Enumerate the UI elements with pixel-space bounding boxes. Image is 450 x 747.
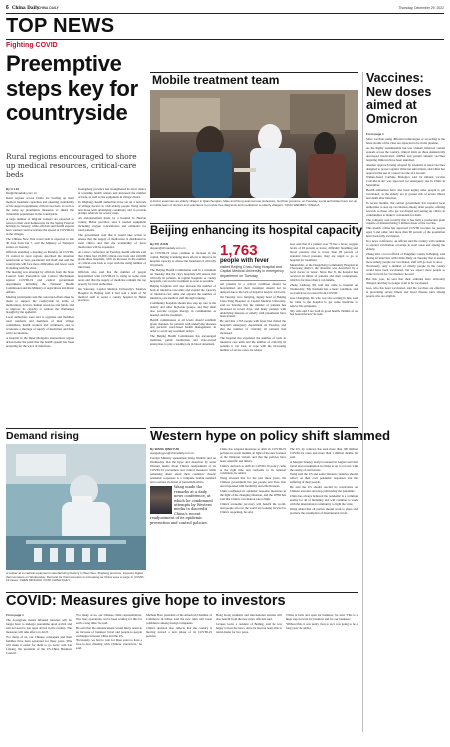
paragraph: Community hospitals should also step up care to the elderly and other high-risk groups, and they must also provide oxygen therapy in communities as needed, and the treatment.	[150, 300, 216, 317]
right-column-divider	[362, 72, 363, 732]
paragraph: On Saturday, Capital Medical University's Xuanwu Hospital in Beijing said it had sent a team of 50 medical staff to assist a county hospital in Hebei province.	[78, 286, 146, 303]
western-byline: By WANG QINGYUN	[150, 448, 179, 451]
demand-rule	[6, 428, 146, 429]
paragraph: 'China is back and open for business,' he said. 'This is a huge step forward for business and for our business.'	[286, 614, 358, 621]
stat-description: visited Beijing Chao-Yang Hospital and Capital Medical University in emergency department on Tuesday	[220, 265, 284, 278]
subsection-label: Fighting COVID	[6, 42, 58, 49]
paragraph: Foreign Ministry spokesman Wang Wenbin said on Wednesday that the hype and distortion by some Western media about China's readjustment of its COVID-19 prevention and control measures while remaining silent about their countries' chaotic pandemic responses is a complete double standard and a serious violation of journalism ethics.	[150, 456, 216, 484]
paragraph: The government said that it would take action to ensure that the supply of medication is distributed to rural clinics and that the availability of fever medication will be expanded.	[78, 232, 146, 249]
paragraph: Rural regions across China are beefing up their medical treatment capacities and ensuring availability of life support equipment, critical-care beds, as well as the ramp up preemptive measures to shield the vulnerable populations in the countryside.	[6, 196, 74, 216]
paragraph: Meanwhile, at the Dongcheng Community Hospital in Chaoyang district, the situation was described by a local doctor as 'tense'. Since Dec 8, the hospital has received an influx of patients and their companions, which is far more than it can handle.	[290, 262, 358, 283]
paragraph: All patients in a critical condition should be hospitalized and their treatment should not be delayed due to the lack of negative nucleic acid tests.	[220, 282, 286, 295]
paragraph: Guangdong province has strengthened its fever clinics at township health centers and increased the number of beds, as well as the equipment in village clinics.	[78, 188, 146, 199]
western-email: wangqingyun@chinadaily.com.cn	[150, 450, 195, 455]
lead-story-body	[6, 188, 74, 425]
lead-headline: Preemptive steps key for countryside	[6, 51, 138, 125]
lead-email: lilei@chinadaily.com.cn	[6, 190, 38, 195]
outlet-name: CHINA DAILY	[38, 6, 59, 10]
paragraph: He said that 1,763 people with fever had visited the hospital's emergency department on Tuesday, and that the number of critically ill patients had increased.	[220, 319, 286, 336]
paragraph: China's economic recovery will benefit the world, and people all over the world are looking forward to China's reopening, he said.	[220, 501, 286, 514]
paragraph: Local authorities were told to organize and mobilize rural residents and members of their village committees, health workers and volunteers, and to accelerate a shortage of supply of medicines and help with vaccinations.	[6, 315, 74, 335]
paragraph: A hospital in the Inner Mongolia autonomous region drives home the point that the health system has been preparing for the wave of infections.	[6, 335, 74, 348]
paragraph: 'For many of us, our Chinese client representatives, Wei Jian, operations, we've been waiting for this for such a long time,' he said.	[76, 614, 142, 625]
center-column-3	[290, 243, 358, 423]
photo-scene	[150, 90, 358, 198]
right-from-page: From page 1	[366, 133, 384, 136]
stat-box	[220, 243, 286, 281]
paragraph: Jacques Gold, a resident of Beijing, said he was happy to hear the news, since he had not been able to return home for two years.	[216, 621, 282, 634]
paragraph: An announcement made by a hospital in Huai'an county, Hebei province, said it needed equipment including oxygen concentrators and oximeters for rural patients.	[78, 216, 146, 233]
paragraph: China's decision to shift its COVID-19 policy came at the right time and conforms to its national conditions, he added.	[220, 463, 286, 476]
paragraph: The US, by contrast, has seen more than 100 million COVID-19 cases and more than 1 million deaths, he said.	[290, 448, 358, 459]
western-column-2	[220, 448, 286, 588]
paragraph: He said that the announcement would likely result in an increase of business travel and people-to-people exchanges between China and the US.	[76, 625, 142, 638]
page-number: 6	[6, 5, 9, 11]
paragraph: Beijing hospitals will also increase the number of beds in intensive-care units and expand the capacity of intensive-care units and expand the number of intensive-care medical staff through training.	[150, 284, 216, 301]
paragraph: 'My wife and I are both in good health. Neither of us has been infected,' he said.	[290, 308, 358, 317]
paragraph: Health commissions at all levels should establish green channels for patients with underlying diseases and perform ward-based health management, in order to avoid any treatment delays.	[150, 317, 216, 334]
paragraph: In a news conference, an official said the country will continue to expand vaccination coverage in rural areas and among the elderly.	[366, 239, 445, 251]
bottom-column-3	[146, 614, 212, 736]
paragraph: Guo said that if a patient over 70 has a fever, oxygen levels of 93 percent or lower, difficulty breathing and blood pressure that is lower than 90 percent of standard blood pressure, they are urged to go to hospital for treatment.	[290, 243, 358, 262]
paragraph: Guo Changling, 66, who was also waiting in line, said he came to the hospital to get some medicine to relieve his symptoms.	[290, 295, 358, 308]
paragraph: Health authorities have also been urging older people to get vaccinated, as the elderly are at greater risk of severe illness and death after infection.	[366, 188, 445, 200]
bottom-column-2	[76, 614, 142, 736]
demand-headline: Demand rising	[6, 430, 79, 442]
right-headline: Vaccines: New doses aimed at Omicron	[366, 71, 432, 126]
feature-headline: Mobile treatment team	[152, 73, 280, 87]
pull-quote: Wang made the remarks at a daily news conference, at which he condemned attempts by Western media to discredit China's recent readjustment of its epidemic prevention and control policies.	[150, 485, 213, 525]
paragraph: Meeting participants said the concerted efforts must be made to support the countryside in terms of medications, devices, human resources and funds, and to improve its capacity to address the challenges brought by the epidemic.	[6, 294, 74, 315]
paragraph: Michael Hart, president of the American Chamber of Commerce in China, said the new rules will boost confidence among foreign companies.	[146, 614, 212, 625]
paragraph: Hong Kong residents and international tourists will also benefit from the new rules, officials said.	[216, 614, 282, 621]
bottom-column-1	[6, 614, 72, 736]
mobile-treatment-photo	[150, 90, 358, 198]
paragraph: 'Previously, only a number of elderly people in the county would have been vaccinated, but we expect more people to come forward for vaccination,' he said.	[366, 264, 445, 277]
factory-scene	[6, 444, 146, 570]
paragraph: More vaccines using different technologies or according to the latest strains of the virus are expected to be in the pipeline.	[366, 137, 445, 146]
bottom-headline: COVID: Measures give hope to investors	[6, 593, 286, 609]
bottom-column-5	[286, 614, 358, 736]
western-column-1	[150, 448, 216, 588]
paragraph: Wang said the US and some Western countries should reflect on their own pandemic responses and the suffering of their people.	[290, 472, 358, 485]
paragraph: Wang stressed that for the past three years, the Chinese government has put people and lives first and responded with flexibility and effectiveness.	[220, 476, 286, 489]
bottom-from-page: From page 1	[6, 614, 24, 617]
center-headline: Beijing enhancing its hospital capacity	[150, 225, 363, 237]
western-column-3	[290, 448, 358, 588]
paragraph: In Zhejiang, health authorities have set up a network of village doctors to visit elderly people living alone and those with underlying conditions, and to provide prompt referrals for severe cases.	[78, 199, 146, 216]
paragraph: 'For many of us, our Chinese colleagues and their families have been separated for three years. This will make it easier for them to go back,' said Liu Liqiang, the president of the US-China Business Council.	[6, 634, 72, 655]
feature-caption: A doctor examines an elderly villager in Qianchengtan, Miao and Dong autonomous prefecture, Guizhou province, on Tuesday. Local authorities have set up a mobile team of doctors and volunteers to provide free diagnosis and medication to elderly villagers. YANG WENBIN / XINHUA	[150, 200, 358, 207]
paragraph: In recent months, the central government has required local authorities to step up vaccination among older people, offering rewards to those who get vaccinated and setting up clinics in communities to make it convenient for them.	[366, 200, 445, 217]
demand-caption: A worker at a medical equipment manufacturing factory in Wenzhou, Zhejiang province, inspects digital thermometers on Wednesday. Demand for thermometers is increasing as China sees a surge in COVID-19 cases. CHEN MINGHUI / FOR CHINA DAILY	[6, 572, 145, 583]
paragraph: The hospital has expanded the number of beds in intensive care units and the number of critically ill patients it can treat, to cope with the increasing number of severe cases, he added.	[220, 336, 286, 352]
paragraph: On Tuesday, Guo Jianying, deputy head of Beijing Chao-Yang Hospital of Capital Medical University, said on Tuesday that the number of patients has increased in recent days, and many patients with underlying diseases or elderly with pneumonia have been treated.	[220, 294, 286, 319]
lead-column-1	[6, 197, 74, 349]
demand-rising-photo	[6, 444, 146, 570]
date-line: Thursday, December 29, 2022	[398, 6, 444, 10]
paragraph: The downgrade means inbound travelers will no longer have to undergo quarantine upon arrival and will not need to test upon arrival in the country. The measures will take effect on Jan 8.	[6, 618, 72, 635]
paragraph: 'Previously, we had to wait for three years to have a face-to-face meeting with Chinese executives,' he said.	[76, 638, 142, 651]
bottom-column-4	[216, 614, 282, 736]
paragraph: At a news conference on Tuesday, health officials said that China had 16,000 critical-care beds and 220,000 grade-three hospitals, with an increase in the number of critical-care beds to cope with the rising number of infections.	[78, 249, 146, 270]
paragraph: As the highly transmissible but less virulent Omicron variant spreads across the country, clinical trials on three domestically developed inactivated, mRNA and protein subunit vaccines targeting Omicron have been launched.	[366, 146, 445, 162]
paragraph: Wang added that all parties should work to share and promote the resumption of international travel.	[290, 506, 358, 515]
lead-byline: By LI LEI	[6, 188, 19, 191]
paragraph: China has adopted measures to shift its COVID-19 policies in recent months, in light of the new features of the Omicron variant, and that the policies have been scientific and timely.	[220, 448, 286, 463]
western-headline: Western hype on policy shift slammed	[150, 428, 391, 443]
paragraph: Guo, who has been vaccinated, said the vaccines are effective at preventing severe illness and lower disease rates among people who are eligible.	[366, 286, 445, 298]
paragraph: China readjusted its epidemic response measures in the light of the changing situation, and the WHO has said that China's vaccination rate is high.	[220, 489, 286, 501]
paragraph: The Beijing Health Commission has encouraged institutes, public institutions and state-owned enterprises to play a leading role in blood donations.	[150, 334, 216, 347]
paragraph: The Beijing Health Commission said in a statement on Tuesday that the city's hospitals will ensure that critically ill patients, in regular hospitals or county hospitals, can receive treatment as soon as possible.	[150, 267, 216, 284]
paragraph: Officials also said that the number of people hospitalized with COVID-19 is rising in some rural areas and that the supply of medicine remains the top priority for rural authorities.	[78, 270, 146, 286]
newspaper-logo: China Daily	[12, 5, 40, 10]
paragraph: Wuhan-based CanSino Biologics said its inhaled vaccine Convidecia Air was approved for emergency use in China in September.	[366, 175, 445, 188]
paragraph: As COVID-19 cases continue to increase in the capital, Beijing is making more efforts to improve its hospital capacity to ensure the treatment of critically ill patients.	[150, 251, 216, 267]
lead-deck: Rural regions encouraged to shore up medical resources, critical-care beds	[6, 152, 137, 180]
paragraph: But this year, he said that their attitudes have obviously changed and they no longer want to be vaccinated.	[366, 277, 445, 286]
center-column-2	[220, 243, 286, 423]
paragraph: This month, China has approved COVID vaccines for people aged 3 and older, and more than 90 percent of the population have been fully vaccinated.	[366, 226, 445, 239]
stat-number: 1,763	[220, 243, 258, 259]
paragraph: A large number of migrant workers are expected to return to their rural hometowns for the Spring Festival holidays in January, while officials said health experts have warned could accelerate the spread of COVID-19 in the villages.	[6, 216, 74, 237]
paragraph: The meeting was attended by officials from the State Council Joint Prevention and Control Mechanism against COVID-19 and central government departments including the National Health Commission and the Ministry of Agriculture and Rural Affairs.	[6, 270, 74, 294]
paragraph: Another approach being adopted by scientists is nasal vaccines designed to protect against Omicron subvariants, and China has approved the use of a nasal vaccine as a booster.	[366, 162, 445, 175]
center-email: dujuan@chinadaily.com.cn	[150, 245, 186, 250]
paragraph: China has always believed the pandemic is a common enemy for all of humanity and will continue to work with the international community to fight the virus.	[290, 493, 358, 506]
stat-label: people with fever	[220, 258, 270, 264]
lead-column-2	[78, 188, 146, 425]
paragraph: The Chinese New Year travel rush is expected to last 40 days from Jan 7, said the Ministry of Transport earlier on Tuesday.	[6, 237, 74, 249]
paragraph: Officials attending a meeting on Monday on COVID-19 control in rural regions described the situation nationwide as 'new, paramount and fluid' and said the countryside will face more difficulties and fewer tools in dealing with the virus.	[6, 249, 74, 270]
section-title: TOP NEWS	[6, 15, 115, 37]
paragraph: 'Without this, it was pretty clear to us it was going to be a long year,' he added.	[286, 621, 358, 630]
paragraph: A Morgan Stanley analyst released in August said that travel and consumption in China is set to recover with the easing of restrictions.	[290, 459, 358, 472]
paragraph: He said the US should rescind its restrictions on Chinese travelers and stop politicizing the pandemic.	[290, 485, 358, 494]
paragraph: The company said recently that it has built a production plant capable of manufacturing 5 million doses of the vaccine.	[366, 217, 445, 226]
paragraph: Zhang Wei, a local official of Yangshuo county in Beijing, said during an interview with China Daily on Tuesday that to ensure more elderly people are vaccinated, staff will go door to door.	[366, 251, 445, 264]
paragraph: Zhang Lizhong, 68, said she came to hospital on Wednesday: 'My husband has a heart condition, and we both have recovered from COVID.'	[290, 283, 358, 295]
paragraph: China's decision also reflects that the country is moving toward a new phase of its COVID-19 policies.	[146, 625, 212, 638]
center-byline: By DU JUAN	[150, 243, 169, 246]
portrait-photo	[150, 486, 172, 514]
center-column-1	[150, 243, 216, 423]
section-rule	[6, 39, 444, 40]
